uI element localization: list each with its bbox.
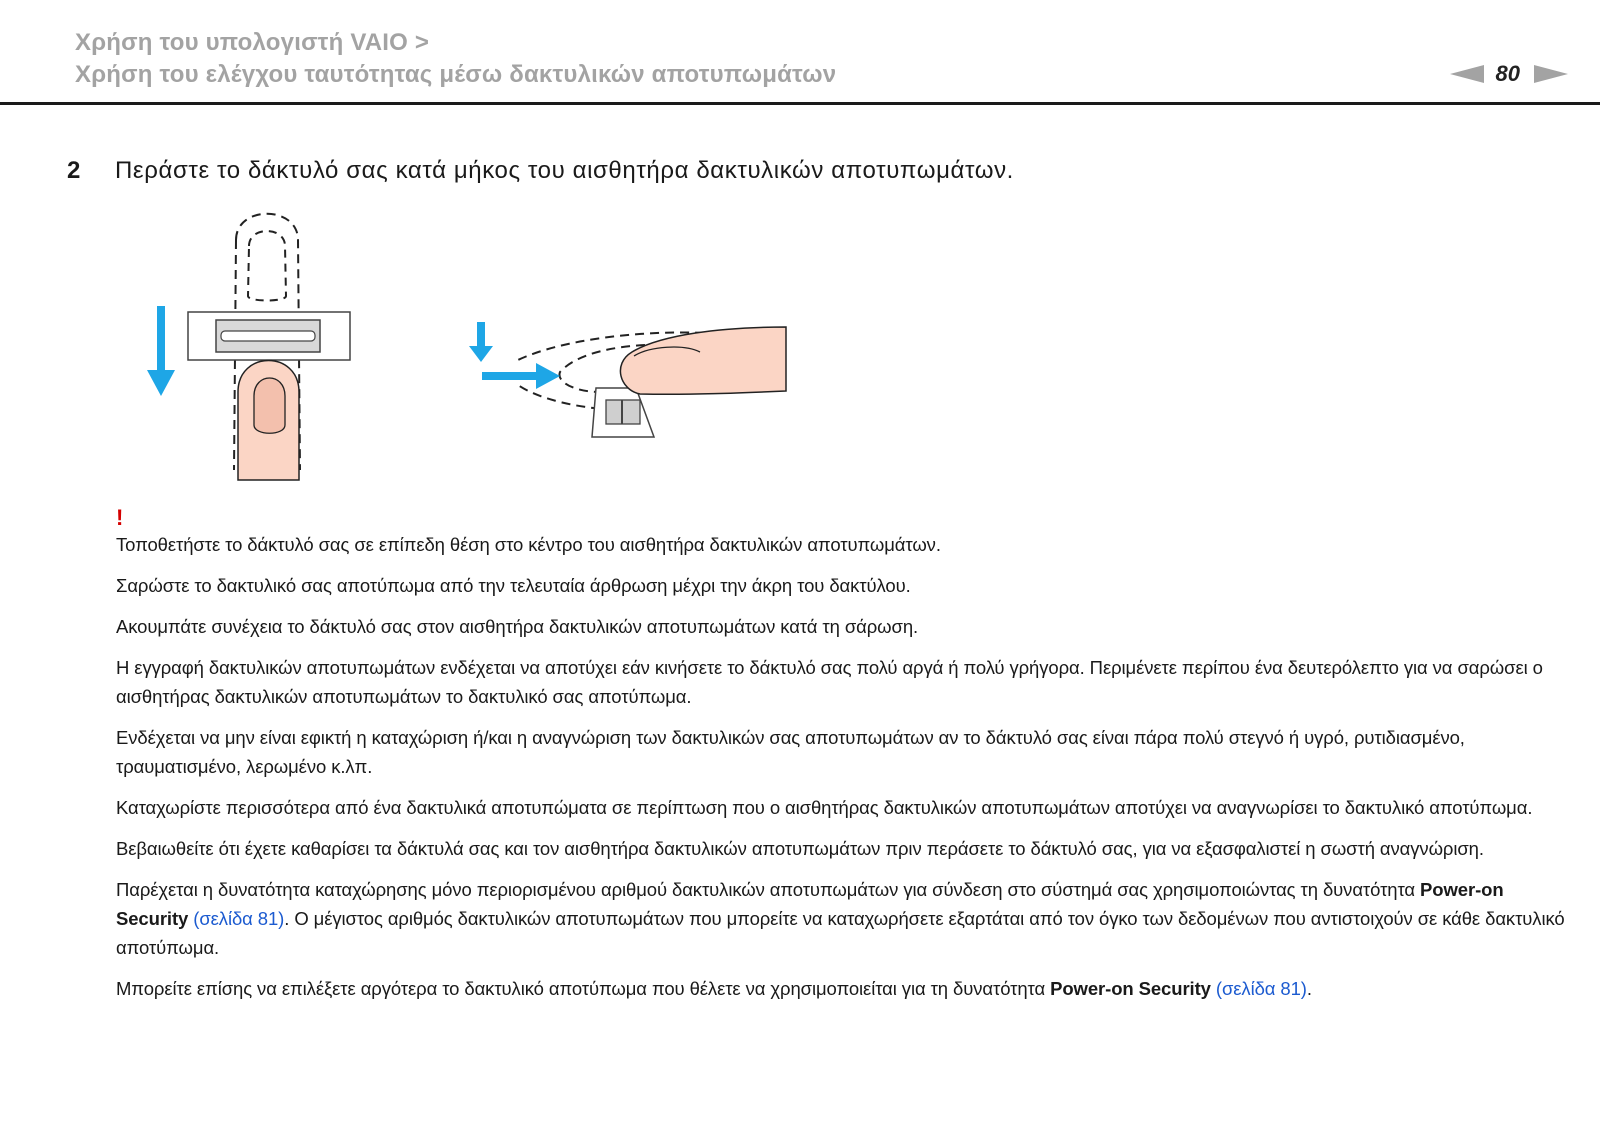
note-5: Ενδέχεται να μην είναι εφικτή η καταχώριση ή/και η αναγνώριση των δακτυλικών σας αποτυπωμάτων αν το δάκτυλό σας είναι πάρα πολύ στεγνό ή υγρό, ρυτιδιασμένο, τραυματισμένο, λερωμένο κ.λπ. — [116, 727, 1465, 777]
note-9 — [116, 974, 1566, 1003]
step-text: Περάστε το δάκτυλό σας κατά μήκος του αισθητήρα δακτυλικών αποτυπωμάτων. — [115, 157, 1014, 184]
note-3: Ακουμπάτε συνέχεια το δάκτυλό σας στον αισθητήρα δακτυλικών αποτυπωμάτων κατά τη σάρωση. — [116, 616, 919, 637]
power-on-security-term: Power-on Security — [1050, 978, 1211, 999]
note-4: Η εγγραφή δακτυλικών αποτυπωμάτων ενδέχεται να αποτύχει εάν κινήσετε το δάκτυλό σας πολύ αργά ή πολύ γρήγορα. Περιμένετε περίπου ένα δευτερόλεπτο για να σαρώσει ο αισθητήρας δακτυλικών αποτυπωμάτων το δακτυλικό σας αποτύπωμα. — [116, 657, 1543, 707]
fingernail — [254, 378, 285, 433]
notes-section — [116, 530, 1566, 1015]
fingerprint-swipe-illustration — [0, 0, 1600, 500]
note-7: Βεβαιωθείτε ότι έχετε καθαρίσει τα δάκτυλά σας και τον αισθητήρα δακτυλικών αποτυπωμάτων πριν περάσετε το δάκτυλό σας, για να εξασφαλιστεί η σωστή αναγνώριση. — [116, 838, 1484, 859]
sensor-strip — [221, 331, 315, 341]
small-down-arrow-shaft — [477, 322, 485, 348]
fingernail-outline — [248, 231, 286, 301]
note-2: Σαρώστε το δακτυλικό σας αποτύπωμα από την τελευταία άρθρωση μέχρι την άκρη του δακτύλου. — [116, 575, 911, 596]
breadcrumb-current: Χρήση του ελέγχου ταυτότητας μέσω δακτυλικών αποτυπωμάτων — [75, 61, 837, 88]
note-9-text: Μπορείτε επίσης να επιλέξετε αργότερα το δακτυλικό αποτύπωμα που θέλετε να χρησιμοποιείται για τη δυνατότητα — [116, 978, 1051, 999]
top-view-illustration — [147, 214, 350, 480]
note-9-text-end: . — [1306, 978, 1312, 999]
small-down-arrow-head — [469, 346, 493, 362]
breadcrumb-parent[interactable]: Χρήση του υπολογιστή VAIO > — [75, 29, 430, 56]
down-arrow-shaft — [157, 306, 165, 372]
side-finger — [620, 327, 786, 394]
note-6: Καταχωρίστε περισσότερα από ένα δακτυλικά αποτυπώματα σε περίπτωση που ο αισθητήρας δακτυλικών αποτυπωμάτων αποτύχει να αναγνωρίσει το δακτυλικό αποτύπωμα. — [116, 797, 1533, 818]
power-on-security-term: Power-on Security — [116, 879, 1504, 929]
page-81-link[interactable]: (σελίδα 81) — [1215, 978, 1307, 999]
note-8-text: Παρέχεται η δυνατότητα καταχώρησης μόνο περιορισμένου αριθμού δακτυλικών αποτυπωμάτων για σύνδεση στο σύστημά σας χρησιμοποιώντας τη δυνατότητα — [116, 879, 1421, 900]
note-8 — [116, 875, 1566, 962]
side-view-illustration — [469, 322, 786, 437]
warning-icon: ! — [116, 505, 124, 530]
note-8-text-end: . Ο μέγιστος αριθμός δακτυλικών αποτυπωμάτων που μπορείτε να καταχωρήσετε εξαρτάται από τον όγκο των δεδομένων που αντιστοιχούν σε κάθε δακτυλικό αποτύπωμα. — [116, 908, 1565, 958]
page-number: 80 — [1495, 61, 1520, 86]
right-arrow-head — [536, 363, 560, 389]
right-arrow-shaft — [482, 372, 538, 380]
page-81-link[interactable]: (σελίδα 81) — [193, 908, 285, 929]
step-number: 2 — [67, 157, 81, 184]
down-arrow-head — [147, 370, 175, 396]
note-1: Τοποθετήστε το δάκτυλό σας σε επίπεδη θέση στο κέντρο του αισθητήρα δακτυλικών αποτυπωμάτων. — [116, 534, 941, 555]
